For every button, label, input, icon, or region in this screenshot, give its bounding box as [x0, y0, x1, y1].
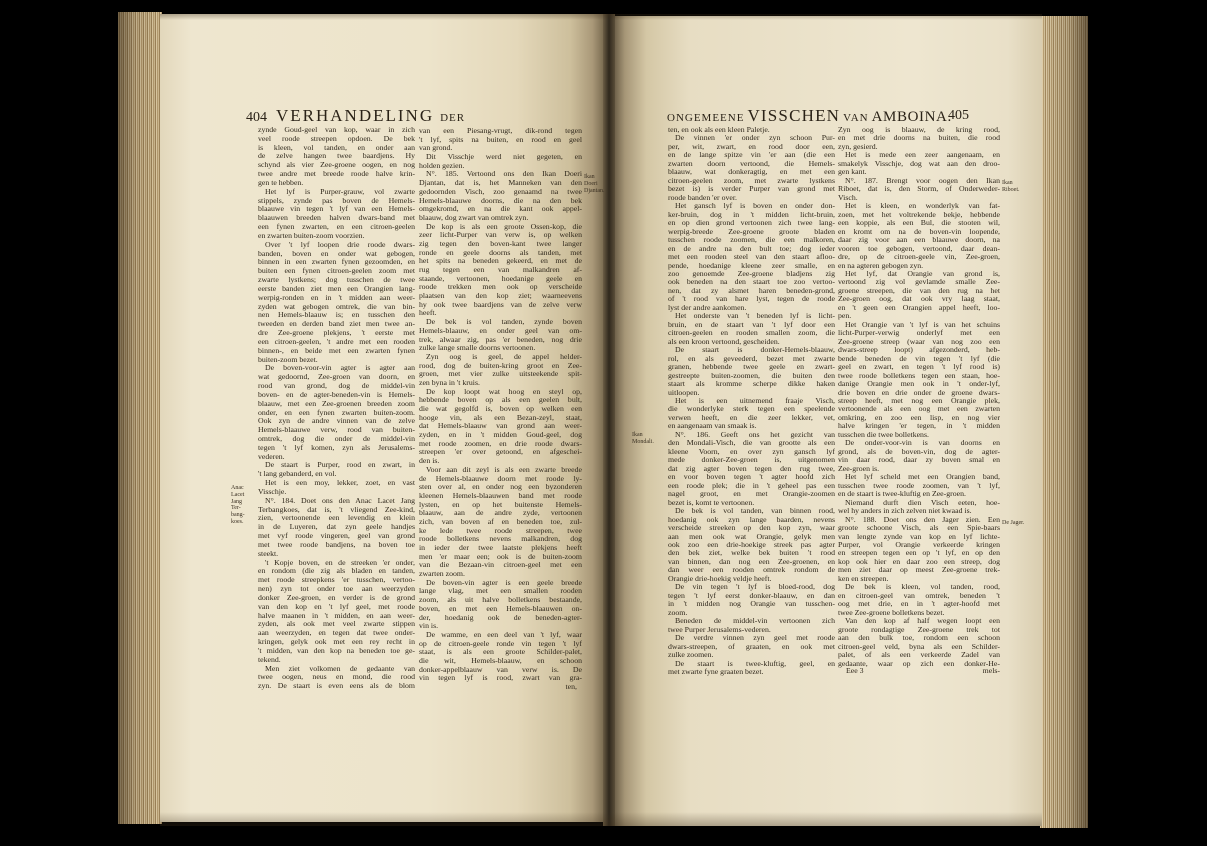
text-line: blaauw, met een Zee-groenen breeden zoom	[258, 399, 415, 408]
text-line: die wonderlyke sterk tegen een speelende	[668, 405, 835, 414]
text-line: aan den bulk toe, rondom een schoon	[838, 634, 1000, 643]
text-line: schynd als vier Zee-groene oogen, en nog	[258, 161, 415, 170]
text-line: Men ziet volkomen de gedaante van	[265, 664, 415, 673]
text-line: drie boven en drie onder de groene dwars-	[838, 388, 1000, 397]
text-line: twee Purper Jerusalems-vederen.	[668, 625, 771, 634]
text-line: Het is een uitnemend fraaje Visch,	[675, 397, 835, 405]
text-line: ke lede twee roode streepen, twee	[419, 526, 582, 535]
text-line: Visschje.	[258, 487, 287, 496]
text-line: donker-appelblaauw van verw is. De	[419, 665, 582, 674]
text-line: ook beneden na den staart toe zoo vertoo-	[668, 278, 835, 287]
text-line: De staart is Purper, rood en zwart, in	[265, 461, 415, 470]
text-line: N°. 185. Vertoond ons den Ikan Doeri	[426, 170, 582, 179]
margin-note-line: Anac	[231, 485, 244, 491]
text-line: ker-bruin, dog in 't midden licht-bruin,	[668, 210, 835, 219]
text-line: Het is een moy, lekker, zoet, en vast	[265, 479, 415, 488]
right-fore-edge	[1040, 16, 1088, 828]
text-line: verscheide streeken op den kop zyn, waar	[668, 524, 835, 533]
text-line: kleene Voorn, en over zyn gansch lyf	[668, 447, 835, 456]
text-line: Zyn oog is blaauw, de kring rood,	[838, 126, 1000, 134]
text-line: zwarten doorn vertoond, die Hemels-	[668, 159, 835, 168]
text-line: blaauwe vin tegen 't lyf van een Hemels-	[258, 205, 415, 214]
text-line: Zee-groen is.	[838, 464, 880, 473]
text-line: hy ook twee baardjens van de zelve verw	[419, 300, 582, 309]
margin-note	[632, 432, 654, 446]
text-line: Purper, vol Orangie verkeerde kringen	[838, 540, 1000, 549]
text-line: Het is kleen, en wonderlyk van fat-	[845, 202, 1000, 211]
text-line: De boven-vin agter is een geele breede	[426, 578, 582, 587]
text-line: steekt.	[258, 549, 279, 558]
margin-note-line: Riboet.	[1002, 186, 1020, 193]
text-line: omgekromd, en na die kant ook appel-	[419, 205, 582, 214]
text-line: hoedanig ook zyn lange baarden, nevens	[668, 515, 835, 524]
text-line: zoen, met het voltrekende bekje, hebbende	[838, 210, 1000, 219]
text-line: met vyf roode vingeren, geel van grond	[258, 532, 415, 541]
right-page-column-2	[838, 126, 1000, 668]
text-line: en na agteren gebogen zyn.	[838, 261, 924, 270]
text-line: dre, op de citroen-geele vin, Zee-groen,	[838, 253, 1000, 262]
text-line: granen, hebbende twee geele en zwart-	[668, 363, 835, 372]
margin-note-line: Djantan.	[584, 187, 605, 194]
text-line: Niemand durft dien Visch eeten, hoe-	[845, 498, 1000, 507]
text-line: zwarten zoom.	[419, 570, 465, 579]
text-line: den bek ziet, welke bek buiten 't rood	[668, 549, 835, 558]
margin-note	[584, 174, 605, 194]
text-line: Dit Visschje werd niet gegeten, en	[426, 153, 582, 162]
text-line: grond, als de boven-vin, dog de agter-	[838, 447, 1000, 456]
text-line: eerste banden ziet men een Orangien lang-	[258, 284, 415, 293]
text-line: De onder-voor-vin is van doorns en	[845, 439, 1000, 448]
running-head-word: VAN	[843, 112, 869, 124]
text-line: N°. 188. Doet ons den Jager zien. Een	[845, 515, 1000, 524]
text-line: blaauwen breeden halven dwars-band met	[258, 214, 415, 223]
text-line: kleenen Hemels-blaauwen band met roode	[419, 491, 582, 500]
text-line: op de citroen-geele ronde vin tegen 't lyf	[419, 639, 582, 648]
text-line: die wat gegolfd is, boven op welken een	[419, 405, 582, 413]
text-line: twee Zee-groene bolletkens bezet.	[838, 608, 945, 617]
text-line: Hemels-blaauwe verw, rood van buiten-	[258, 426, 415, 435]
text-line: en citroen-geel van omtrek, beneden 't	[838, 591, 1000, 600]
text-line: holden gezien.	[419, 161, 465, 170]
text-line: tusschen roode zoomen, die een malkoren,	[668, 236, 835, 245]
text-line: zeer licht-Purper van verw is, op welken	[419, 231, 582, 240]
margin-note-line: Doeri	[584, 180, 598, 187]
text-line: van een Piesang-vrugt, dik-rond tegen	[419, 127, 582, 135]
text-line: zulke lange smalle doorns vertoonen.	[419, 344, 536, 353]
signature-mark: Eee 3	[846, 666, 864, 675]
text-line: zyden wat gebogen omtrek, die van bin-	[258, 302, 415, 311]
left-fore-edge	[118, 12, 162, 824]
text-line: De staart is twee-kluftig, geel, en	[675, 659, 835, 668]
text-line: aan weerzyden, en tegen dat twee onder-	[258, 629, 415, 638]
left-running-head	[246, 106, 465, 126]
text-line: en de staart is twee-kluftig en Zee-groen.	[838, 490, 966, 499]
text-line: gedoornden Visch, zoo genaamd na twee	[419, 187, 582, 196]
text-line: ronde en geele doorns als tanden, met	[419, 248, 582, 257]
text-line: met zwarte fyne graaten bezet.	[668, 668, 764, 676]
text-line: den is.	[419, 457, 440, 466]
text-line: nen, dat zy alsmet haren beneden-grond,	[668, 286, 835, 295]
text-line: en 't geen een Orangien appel heeft, loo-	[838, 303, 1000, 312]
text-line: lysten, en op het buitenste Hemels-	[419, 500, 582, 509]
text-line: van grond.	[419, 144, 453, 153]
text-line: dat Hemels-blaauw van grond aan weer-	[419, 422, 582, 431]
text-line: staande, vertoonen, hoedanige geele en	[419, 274, 582, 283]
text-line: Ook zyn de andre vinnen van de zelve	[258, 417, 415, 426]
right-page-number-wrap	[948, 108, 969, 124]
text-line: werpig-ronden en in 't midden aan weer-	[258, 293, 415, 302]
margin-note	[1002, 520, 1024, 527]
text-line: blaauw, aan de andre zyde, vertoonen	[419, 509, 582, 518]
text-line: hebbende boven op als een geelen bult,	[419, 396, 582, 405]
text-line: hooge vin, als een Bezan-zeyl, staat,	[419, 413, 582, 422]
text-line: en op dien grond vertoonen zich twee lang-	[668, 219, 835, 228]
text-line: vooren toe gebogen, vertoond, daar dean-	[838, 244, 1000, 253]
text-line: die wit, Hemels-blaauw, en schoon	[419, 656, 582, 665]
text-line: streep heeft, met nog een Orangie plek,	[838, 397, 1000, 405]
text-line: een koppie, als een Bul, die stooten wil,	[838, 219, 1000, 228]
text-line: de Hemels-blaauwe doorn met roode ly-	[419, 474, 582, 483]
text-line: een fynen zwarten, en een citroen-geelen	[258, 223, 415, 232]
text-line: N°. 184. Doet ons den Anac Lacet Jang	[265, 496, 415, 505]
text-line: roode banden 'er over.	[668, 193, 737, 202]
text-line: banden, boven en onder wat gebogen,	[258, 249, 415, 258]
text-line: boven- en de agter-beneden-vin is Hemels-	[258, 390, 415, 399]
running-head-title: VISSCHEN	[747, 106, 841, 125]
margin-note	[1002, 180, 1020, 194]
text-line: binnen-, en beide met een zwarten fynen	[258, 346, 415, 355]
text-line: buiten een fynen citroen-geelen zoom met	[258, 267, 415, 276]
text-line: groen, met vier zulke uitsteekende spit-	[419, 370, 582, 379]
text-line: zyn. De staart is even eens als de blom	[258, 682, 415, 691]
text-line: twee oogen, neus en mond, die rood	[258, 673, 415, 682]
text-line: blaauw, wat donkeragtig, en met een	[668, 168, 835, 177]
text-line: De vinnen 'er onder zyn schoon Pur-	[675, 134, 835, 143]
margin-note-line: Ter-	[231, 505, 241, 512]
text-line: en streepen tegen een op 't lyf, en op den	[838, 549, 1000, 558]
text-line: zulke zoomen.	[668, 651, 714, 660]
left-page-column-2	[419, 127, 582, 683]
text-line: roode trekken men ook op verscheide	[419, 283, 582, 292]
text-line: vederen.	[258, 452, 285, 461]
text-line: en de lange spitze vin 'er aan (die een	[668, 151, 835, 160]
page-top-shadow	[160, 14, 1042, 20]
text-line: en rondom (die zig als bladen en tanden,	[258, 567, 415, 576]
text-line: vin daar rood, daar zy boven smal en	[838, 456, 1000, 465]
text-line: De bek is vol tanden, van binnen rood,	[675, 507, 835, 516]
text-line: sten over al, en onder nog een byzonderen	[419, 483, 582, 492]
text-line: verwen heeft, en die zeer lekker, vet,	[668, 413, 835, 422]
text-line: als een kroon vertoond, gescheiden.	[668, 337, 780, 346]
text-line: bruin, en de staart van 't lyf door een	[668, 320, 835, 329]
text-line: 't lang gebanderd, en vol.	[258, 470, 337, 479]
text-line: smakelyk Visschje, dog wat aan den droo-	[838, 159, 1000, 168]
text-line: gen te hebben.	[258, 178, 304, 187]
text-line: Orangie drie-hoekig veldje heeft.	[668, 574, 772, 583]
book-gutter	[603, 14, 615, 826]
text-line: danige Orangie men ook in 't onder-lyf,	[838, 380, 1000, 389]
text-line: bende beneden de vin tegen 't lyf (die	[838, 354, 1000, 363]
margin-note-line: koes.	[231, 518, 244, 525]
text-line: groote schoone Visch, als een Spie-baars	[838, 524, 1000, 533]
left-page-column-1	[258, 126, 415, 691]
text-line: zig tegen den boven-kant twee langer	[419, 239, 582, 248]
text-line: N°. 186. Geeft ons het gezicht van	[675, 430, 835, 439]
margin-note-line: Lacet	[231, 491, 245, 498]
text-line: zen byna in 't kruis.	[419, 378, 480, 387]
running-head-title: VERHANDELING	[276, 106, 435, 125]
text-line: rood, dog de buiten-kring groot en Zee-	[419, 361, 582, 370]
text-line: zoom.	[668, 608, 688, 617]
text-line: halve maanen in 't midden, en aan weer-	[258, 611, 415, 620]
text-line: ken en streepen.	[838, 574, 889, 583]
text-line: zynde Goud-geel van kop, waar in zich	[258, 126, 415, 134]
text-line: in 't midden nog Orangie van tusschen-	[668, 600, 835, 609]
text-line: in de Luyeren, dat zyn geele handjes	[258, 523, 415, 532]
text-line: bezet is, komt te vertoonen.	[668, 498, 755, 507]
page-number: 405	[948, 108, 969, 123]
text-line: tusschen die twee bolletkens.	[838, 430, 929, 439]
text-line: tekend.	[258, 655, 281, 664]
text-line: twee roode bolletkens tegen een staan, hoe-	[838, 371, 1000, 380]
text-line: werpig-breede Zee-groene groote bladen	[668, 227, 835, 236]
text-line: Visch.	[838, 193, 858, 202]
text-line: De bek is vol tanden, zynde boven	[426, 318, 582, 327]
margin-note-line: Ikan	[584, 174, 595, 180]
text-line: vin is.	[419, 622, 439, 631]
text-line: halve kringen 'er tegen, in 't midden	[838, 422, 1000, 431]
text-line: rood van grond, dog de middel-vin	[258, 382, 415, 391]
text-line: nen Hemels-blaauw is; en tusschen den	[258, 311, 415, 320]
running-head-word: DER	[440, 112, 466, 124]
text-line: pende, hoedanige kleene zeer smalle, en	[668, 261, 835, 270]
text-line: bezet is) is verder Purper van grond met	[668, 185, 835, 194]
text-line: zyden, en in 't midden Goud-geel, dog	[419, 431, 582, 440]
text-line: vertoond zig vol gevlamde smalle Zee-	[838, 278, 1000, 287]
text-line: donker Zee-groen, en verder is de grond	[258, 593, 415, 602]
text-line: nagel groot, en met Orangie-zoomen	[668, 490, 835, 499]
text-line: Zee-groene streep (waar van nog zoo een	[838, 337, 1000, 346]
text-line: per, wit, zwart, en rood door een,	[668, 142, 835, 151]
margin-note-line: De Jager.	[1002, 520, 1025, 526]
text-line: 't Kopje boven, en de streeken 'er onder,	[265, 558, 415, 567]
text-line: Zyn oog is geel, de appel helder-	[426, 352, 582, 361]
text-line: Het lyf scheld met een Orangien band,	[845, 473, 1000, 482]
text-line: gedaante, waar op zich een donker-He-	[838, 659, 1000, 668]
text-line: zoom, als uit halve bolletkens bestaande,	[419, 596, 582, 605]
margin-note-line: Ikan	[632, 432, 643, 438]
text-line: den Mondali-Visch, die van grootte als een	[668, 439, 835, 448]
text-line: De kop is als een groote Ossen-kop, die	[426, 222, 582, 231]
text-line: lange vlag, met een smallen rooden	[419, 587, 582, 596]
right-running-head	[667, 106, 952, 126]
text-line: wel hy anders in zich zelven niet kwaad is.	[838, 507, 972, 516]
text-line: nen) zyn tot onder toe aan weerzyden	[258, 585, 415, 594]
text-line: Het Orangie van 't lyf is van het schuins	[845, 320, 1000, 329]
text-line: zyn, gesierd.	[838, 142, 878, 151]
text-line: streepen 'er over getoond, en afgeschei-	[419, 448, 582, 457]
text-line: lyst der andre aankomen.	[668, 303, 747, 312]
text-line: staat, is als een groote Schilder-palet,	[419, 648, 582, 657]
right-page-column-1	[668, 126, 835, 676]
text-line: dan weer een rooden omtrek rondom de	[668, 566, 835, 575]
text-line: De verdre vinnen zyn geel met roode	[675, 634, 835, 643]
text-line: zich, van boven af en beneden toe, zul-	[419, 517, 582, 526]
text-line: gestreepte buiten-zoomen, die buiten den	[668, 371, 835, 380]
text-line: binnen in een zwarten fynen gezoomden, en	[258, 258, 415, 267]
text-line: Het onderste van 't beneden lyf is licht-	[675, 312, 835, 321]
text-line: met roode zoomen, en drie roode dwars-	[419, 439, 582, 448]
text-line: van die Bezaan-vin citroen-geel met een	[419, 561, 582, 570]
text-line: roode bolletkens nevens malkandren, dog	[419, 535, 582, 544]
text-line: en de andre na den bult toe; dog ieder	[668, 244, 835, 253]
text-line: vertoonende als een oog met een zwarten	[838, 405, 1000, 414]
text-line: tegen 't lyf eerst donker-blaauw, en dan	[668, 591, 835, 600]
text-line: twee andre met breede roode halve krin-	[258, 170, 415, 179]
text-line: tegen 't lyf komen, zyn als Jerusalems-	[258, 443, 415, 452]
text-line: Het lyf, dat Orangie van grond is,	[845, 269, 1000, 278]
text-line: De bek is kleen, vol tanden, rood,	[845, 583, 1000, 592]
text-line: Zee-groen oog, dat ook vry laag staat,	[838, 295, 1000, 304]
text-line: pen.	[838, 312, 852, 321]
text-line: met roode streepkens 'er tusschen, vertoo-	[258, 576, 415, 585]
text-line: Riboet, dat is, den Storm, of Onderweder-	[838, 185, 1000, 194]
text-line: dat zig agter boven tegen den rug twee,	[668, 464, 835, 473]
text-line: De kop loopt wat hoog en steyl op,	[426, 387, 582, 396]
text-line: zwarte lystkens; dog tusschen de twee	[258, 276, 415, 285]
text-line: staart als kromme scherpe dikke haken	[668, 380, 835, 389]
text-line: Djantan, dat is, het Manneken van den	[419, 179, 582, 188]
text-line: der, hoedanig ook de beneden-agter-	[419, 613, 582, 622]
text-line: dre Zee-groene plekjens, 't eerste met	[258, 329, 415, 338]
margin-note-line: Jang	[231, 498, 242, 505]
text-line: kringen, gelyk ook met een rey recht in	[258, 638, 415, 647]
text-line: en kromt om na de boven-vin loopende,	[838, 227, 1000, 236]
text-line: met twee roode bandjens, na boven toe	[258, 540, 415, 549]
text-line: het spits na beneden gekeerd, en met de	[419, 257, 582, 266]
text-line: De staart is donker-Hemels-blaauw,	[675, 346, 835, 355]
text-line: een roode plek; die in 't geheel pas een	[668, 481, 835, 490]
text-line: veel roode streepen opdoen. De bek	[258, 134, 415, 143]
text-line: omtrek, dog die onder de middel-vin	[258, 434, 415, 443]
text-line: boven, en met een Hemels-blaauwen on-	[419, 604, 582, 613]
text-line: en voor boven tegen 't agter hoofd zich	[668, 473, 835, 482]
text-line: ten, en ook als een kleen Paletje.	[668, 126, 770, 134]
text-line: aan men ook wat Orangie, gelyk men	[668, 532, 835, 541]
text-line: onder, en een fynen zwarten buiten-zoom.	[258, 408, 415, 417]
text-line: Hemels-blaauwe doorns, die na den bek	[419, 196, 582, 205]
text-line: plaatsen van den kop ziet; waarneevens	[419, 292, 582, 301]
page-number: 404	[246, 110, 267, 125]
text-line: tweeden en derden band ziet men twee an-	[258, 320, 415, 329]
text-line: men ziet daar op meest Zee-groene trek-	[838, 566, 1000, 575]
text-line: Terbangkoes, dat is, 't vliegend Zee-kind,	[258, 505, 415, 514]
margin-note-line: Ikan	[1002, 180, 1013, 186]
text-line: wat gedoornd, Zee-groen van doorn, en	[258, 373, 415, 382]
text-line: 't midden, van den kop na beneden toe ge-	[258, 646, 415, 655]
text-line: dwars-streepen, of graaten, en ook met	[668, 642, 835, 651]
text-line: citroen-geel veld, byna als een Schilder-	[838, 642, 1000, 651]
text-line: Het gansch lyf is boven en onder don-	[675, 202, 835, 211]
text-line: oog met drie, en in 't agter-hoofd met	[838, 600, 1000, 609]
text-line: zien, vertoonende een levendig en klein	[258, 514, 415, 523]
text-line: palet, of als een verkeerde Zadel van	[838, 651, 1000, 660]
margin-note-line: Mondali.	[632, 438, 654, 445]
text-line: ook zoo een drie-hoekige streek pas agter	[668, 540, 835, 549]
text-line: omkring, en zoo een lisp, en nog vier	[838, 413, 1000, 422]
text-line: rug tegen een van malkandren af-	[419, 266, 582, 274]
page-bottom-shadow	[160, 812, 1042, 826]
text-line: N°. 187. Brengt voor oogen den Ikan	[845, 176, 1000, 185]
text-line: tusschen twee roode zoomen, van 't lyf,	[838, 481, 1000, 490]
text-line: trek, alwaar zig, pas 'er beneden, nog drie	[419, 335, 582, 344]
text-line: heeft.	[419, 309, 437, 318]
text-line: mede donker-Zee-groen is, uitgenomen	[668, 456, 835, 465]
text-line: blaauw, dog zwart van omtrek zyn.	[419, 213, 529, 222]
text-line: gen kant.	[838, 168, 867, 177]
text-line: zyden, als ook met veel zwarte stippen	[258, 620, 415, 629]
text-line: vin tegen lyf is rood, zwart van gra-	[419, 674, 582, 683]
text-line: dwars-streep loopt) afgezonderd, heb-	[838, 346, 1000, 355]
text-line: stippels, zynde pas boven de Hemels-	[258, 196, 415, 205]
text-line: met een rooden steel van den staart afloo-	[668, 253, 835, 262]
text-line: de zelve hangen twee baardjens. Hy	[258, 152, 415, 161]
text-line: van den kop en 't lyf geel, met roode	[258, 602, 415, 611]
text-line: zoo genoemde Zee-groene bladjens zig	[668, 269, 835, 278]
text-line: en met drie doorns na buiten, die rood	[838, 134, 1000, 143]
text-line: De boven-voor-vin agter is agter aan	[265, 364, 415, 373]
text-line: daar zig voor aan een blaauwe doorn, na	[838, 236, 1000, 245]
text-line: 't lyf, spits na buiten, en rood en geel	[419, 135, 582, 144]
text-line: uitloopen.	[668, 388, 700, 397]
text-line: Voor aan dit zeyl is als een zwarte breede	[426, 465, 582, 474]
text-line: Van den kop af half wegen loopt een	[845, 617, 1000, 626]
text-line: en zwarten buiten-zoom voorzien.	[258, 231, 365, 240]
text-line: citroen-geelen zoom, met zwarte lystkens	[668, 176, 835, 185]
running-head-word: AMBOINA.	[871, 109, 952, 125]
text-line: citroen-geelen en rooden smallen zoom, die	[668, 329, 835, 338]
text-line: licht-Purper-verwig onderlyf met een	[838, 329, 1000, 338]
text-line: groene streepen, die van den rug na het	[838, 286, 1000, 295]
text-line: van lengte zynde van kop en lyf lichte-	[838, 532, 1000, 541]
text-line: in ieder der twee laatste plekjens heeft	[419, 544, 582, 552]
text-line: van binnen, dan nog een Zee-groenen, en	[668, 557, 835, 566]
text-line: Het lyf is Purper-grauw, vol zwarte	[265, 187, 415, 196]
text-line: men 'er maar een; ook is de buiten-zoom	[419, 552, 582, 561]
text-line: geel en zwart, en tegen 't lyf rood is)	[838, 363, 1000, 372]
text-line: De wamme, en een deel van 't lyf, waar	[426, 630, 582, 639]
text-line: is kleen, vol tanden, en onder aan	[258, 143, 415, 152]
text-line: Het is mede een zeer aangenaam, en	[845, 151, 1000, 160]
text-line: Hemels-blaauw, en onder geel van om-	[419, 326, 582, 335]
margin-note	[231, 485, 245, 526]
text-line: een citroen-geelen, 't andre met een rooden	[258, 337, 415, 346]
catchword: mels-	[982, 666, 1000, 675]
text-line: kop ook hier en daar zoo een streep, dog	[838, 557, 1000, 566]
text-line: buiten-zoom bezet.	[258, 355, 318, 364]
text-line: groote rondagtige Zee-groene trek tot	[838, 625, 1000, 634]
running-head-word: ONGEMEENE	[667, 112, 745, 124]
margin-note-line: bang-	[231, 512, 245, 519]
text-line: Beneden de middel-vin vertoonen zich	[675, 617, 835, 626]
catchword: ten,	[565, 682, 577, 691]
text-line: en aangenaam van smaak is.	[668, 422, 757, 431]
text-line: of 't rood van hare lyst, tegen de roode	[668, 295, 835, 304]
text-line: rol, en als geveederd, bezet met zwarte	[668, 354, 835, 363]
text-line: De vin tegen 't lyf is bloed-rood, dog	[675, 583, 835, 592]
text-line: Over 't lyf loopen drie roode dwars-	[265, 240, 415, 249]
